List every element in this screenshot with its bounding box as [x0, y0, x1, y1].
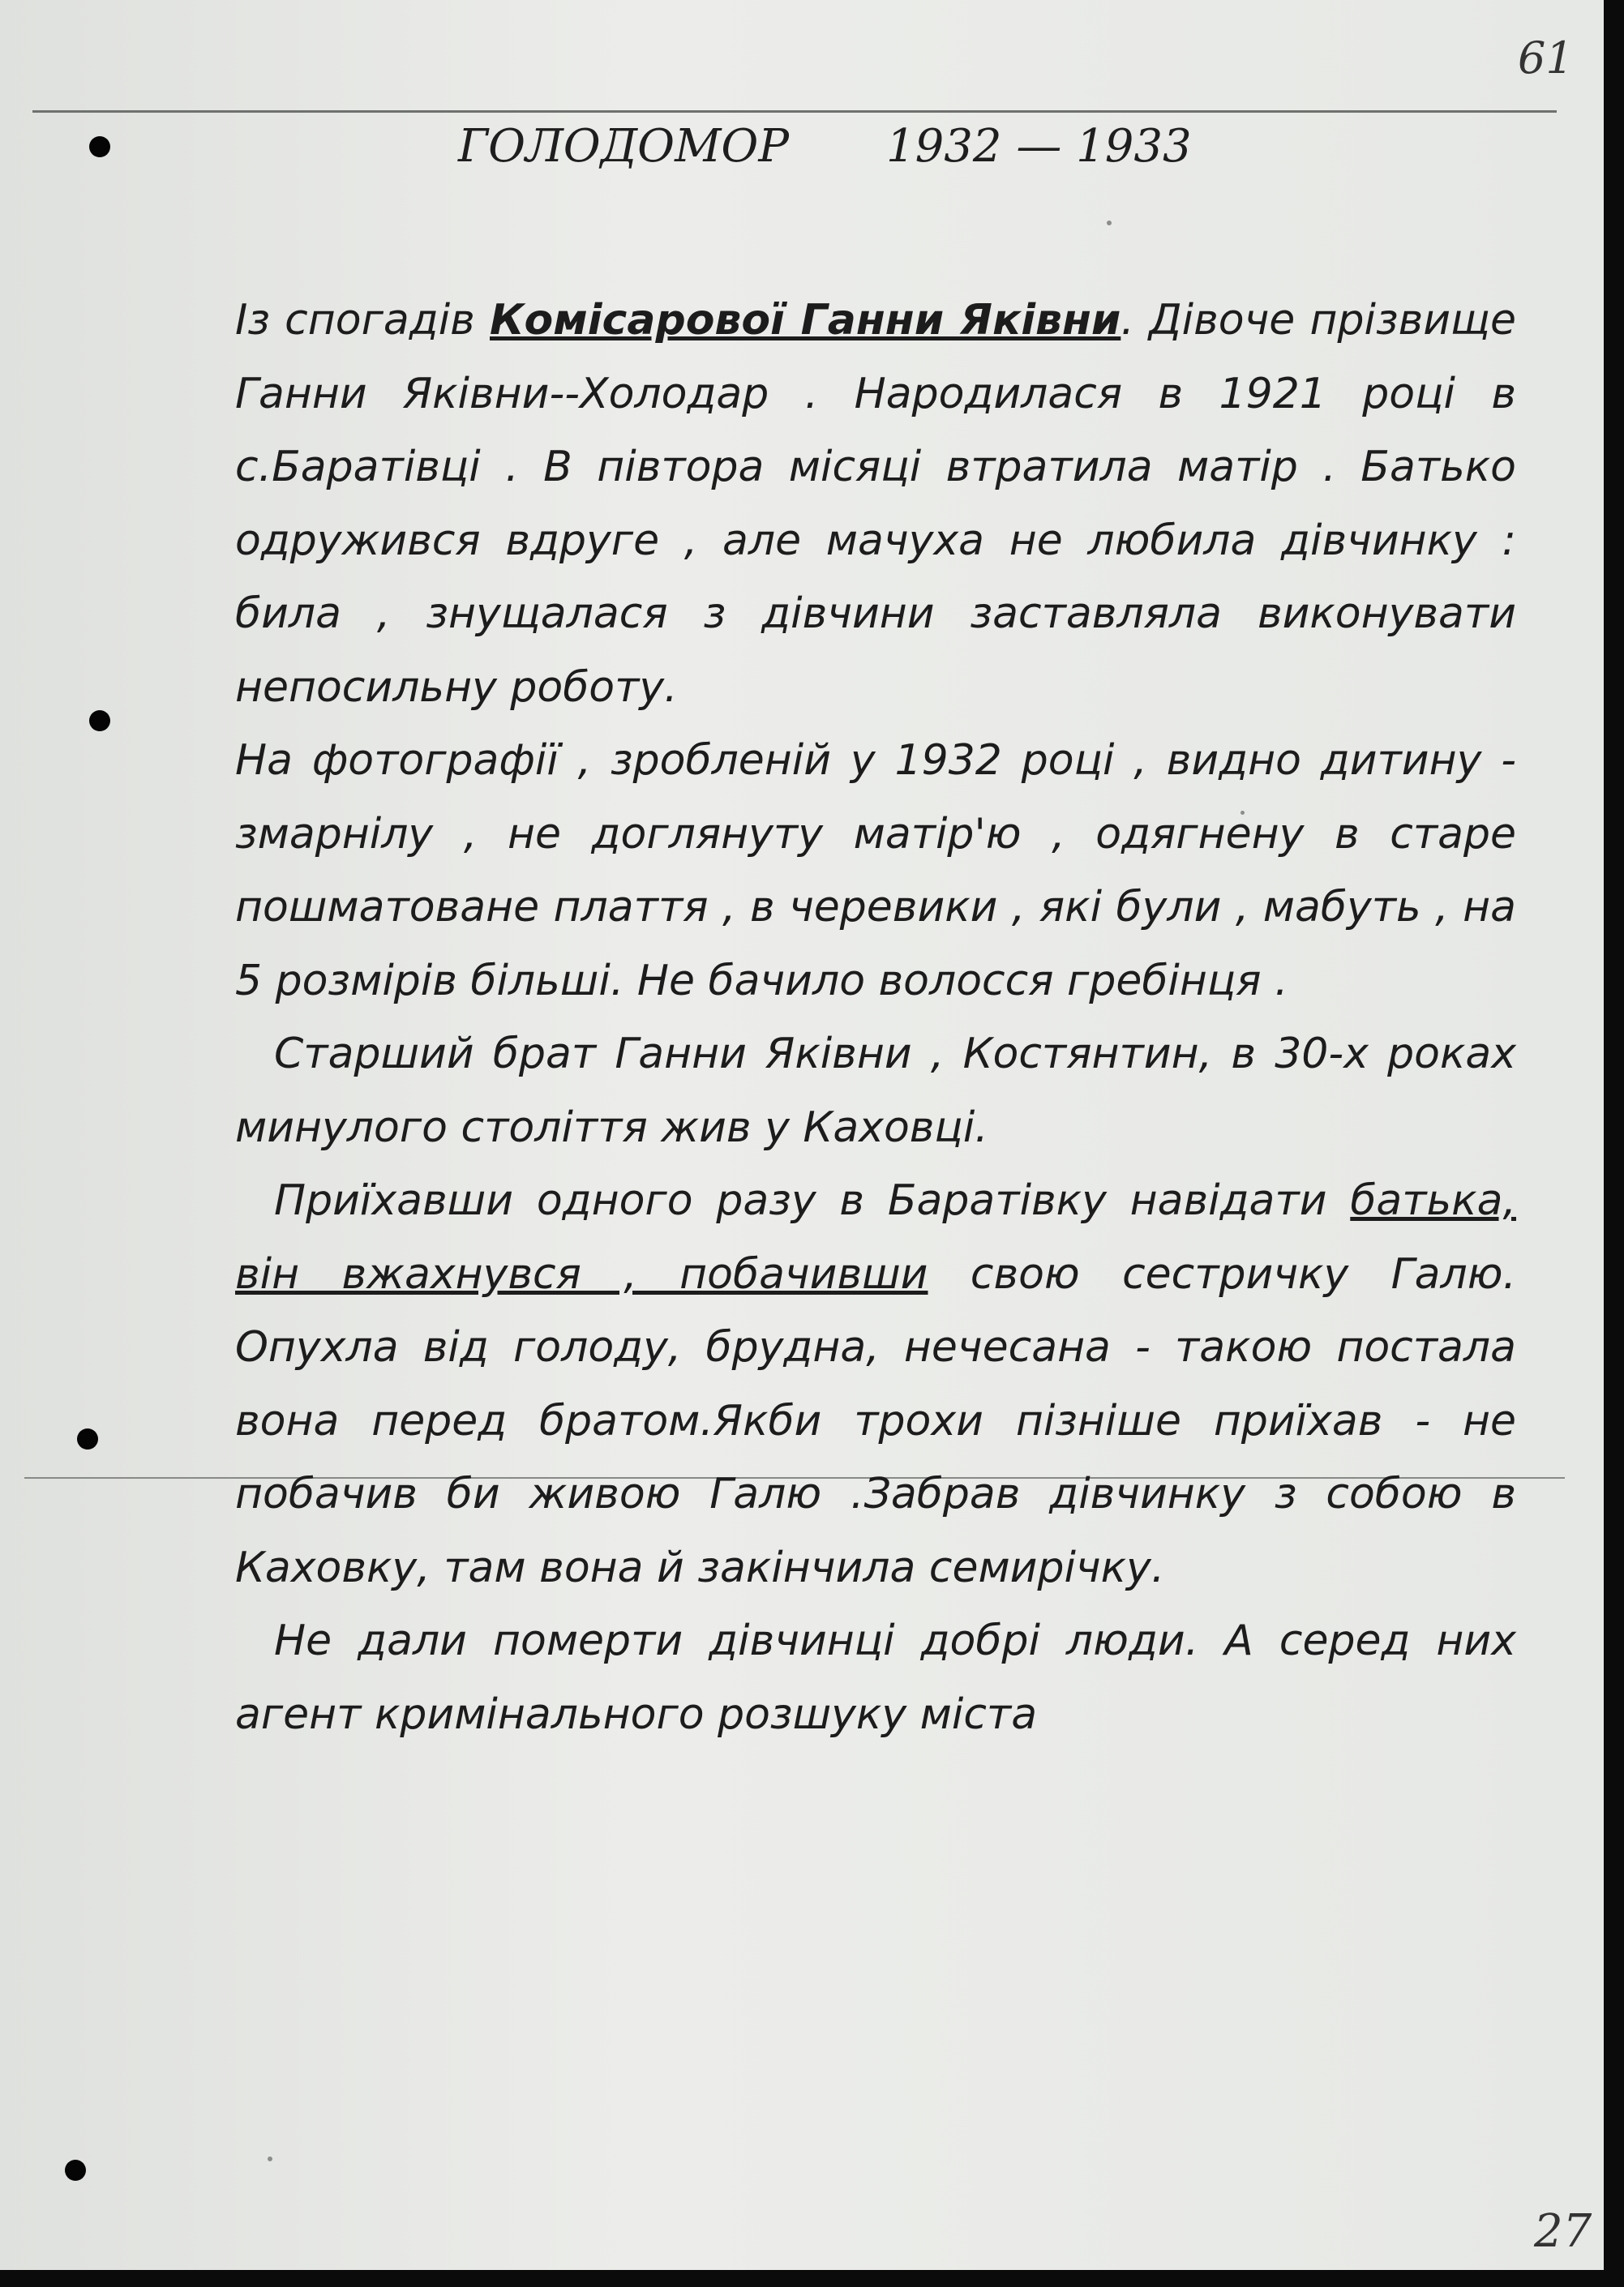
punch-hole — [89, 136, 110, 157]
paragraph-5: Не дали померти дівчинці добрі люди. А серед них агент кримінального розшуку міста — [235, 1617, 1516, 1739]
paragraph-1-text: . Дівоче прізвище Ганни Яківни--Холодар . Народилася в 1921 році в с.Баратівці . В півтора місяці втратила матір . Батько одружився вдруге , але мачуха не любила дівчинку : била , знущалася з дівчини заставляла виконувати непосильну роботу. — [235, 296, 1517, 712]
paragraph-4 — [235, 1164, 1516, 1604]
punch-hole — [65, 2160, 86, 2181]
punch-hole — [77, 1428, 98, 1450]
heading-years: 1932 — 1933 — [886, 120, 1192, 173]
scan-speck — [268, 2156, 272, 2161]
paragraph-3: Старший брат Ганни Яківни , Костянтин, в 30-х роках минулого століття жив у Каховці. — [235, 1030, 1516, 1152]
scan-speck — [1107, 221, 1112, 225]
paragraph-2: На фотографії , зробленій у 1932 році , видно дитину - змарнілу , не доглянуту матір'ю , одягнену в старе пошматоване плаття , в черевики , які були , мабуть , на 5 розмірів більші. Не бачило волосся гребінця . — [235, 736, 1516, 1005]
punch-hole — [89, 710, 110, 731]
memoir-text — [235, 284, 1516, 1751]
paragraph-4-start: Приїхавши одного разу в Баратівку навідати — [274, 1176, 1351, 1225]
folio-number-bottom: 27 — [1534, 2205, 1592, 2258]
folio-number-top: 61 — [1518, 32, 1574, 84]
paragraph-4-end: свою сестричку Галю. Опухла від голоду, брудна, нечесана - такою постала вона перед братом.Якби трохи пізніше приїхав - не побачив би живою Галю .Забрав дівчинку з собою в Каховку, там вона й закінчила семирічку. — [235, 1249, 1516, 1592]
paragraph-1 — [235, 284, 1516, 724]
top-edge-line — [32, 110, 1557, 113]
paragraph-1-intro: Із спогадів — [235, 296, 490, 345]
document-heading — [458, 120, 1269, 173]
heading-title: ГОЛОДОМОР — [458, 120, 789, 173]
person-name: Комісарової Ганни Яківни — [490, 296, 1121, 345]
paragraph-4-underlined: батька, він вжахнувся , побачивши — [235, 1176, 1516, 1299]
